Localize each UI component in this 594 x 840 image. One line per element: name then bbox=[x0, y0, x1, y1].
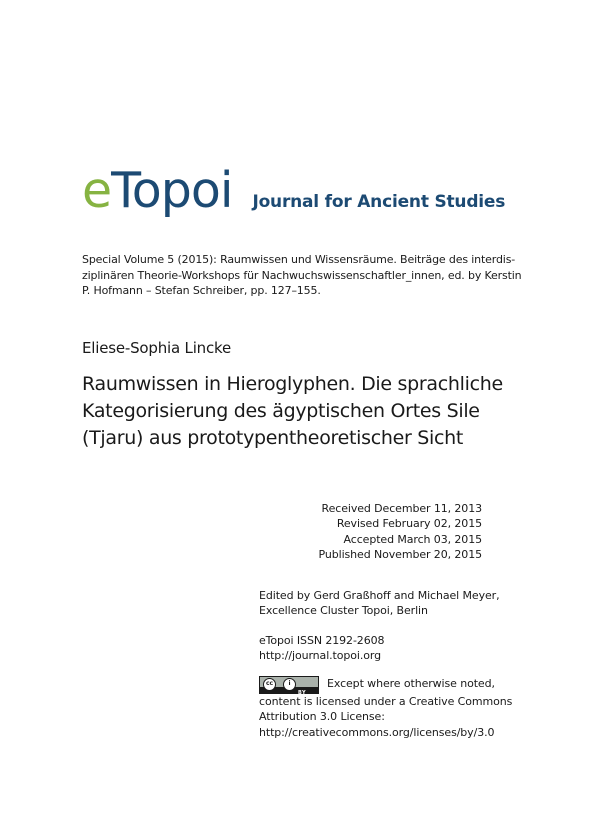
cc-by-badge-icon bbox=[259, 676, 319, 694]
title-line: Kategorisierung des ägyptischen Ortes Sile bbox=[82, 400, 480, 422]
license-line: Except where otherwise noted, bbox=[327, 677, 495, 690]
article-title bbox=[82, 371, 522, 452]
logo-wordmark bbox=[82, 162, 233, 219]
date-published: Published November 20, 2015 bbox=[318, 547, 482, 561]
by-label: BY bbox=[298, 690, 307, 696]
logo-topoi: Topoi bbox=[111, 162, 233, 219]
journal-logo bbox=[82, 162, 506, 219]
license-line: Attribution 3.0 License: bbox=[259, 710, 385, 724]
journal-tagline: Journal for Ancient Studies bbox=[252, 192, 506, 212]
license-url: http://creativecommons.org/licenses/by/3.0 bbox=[259, 725, 495, 739]
person-icon: i bbox=[283, 678, 296, 691]
license-info bbox=[259, 676, 512, 740]
issn-line: eTopoi ISSN 2192-2608 bbox=[259, 634, 385, 647]
series-line: Special Volume 5 (2015): Raumwissen und Wissensräume. Beiträge des interdis- bbox=[82, 253, 516, 266]
license-line: content is licensed under a Creative Commons bbox=[259, 695, 513, 708]
title-line: (Tjaru) aus prototypentheoretischer Sicht bbox=[82, 427, 464, 449]
publication-dates bbox=[319, 501, 482, 562]
logo-e: e bbox=[82, 162, 112, 219]
editors-info bbox=[259, 588, 499, 619]
date-revised: Revised February 02, 2015 bbox=[336, 517, 482, 531]
title-line: Raumwissen in Hieroglyphen. Die sprachliche bbox=[82, 373, 503, 395]
author-name: Eliese-Sophia Lincke bbox=[82, 339, 232, 357]
journal-url: http://journal.topoi.org bbox=[259, 649, 382, 663]
date-received: Received December 11, 2013 bbox=[321, 502, 482, 515]
editors-line: Excellence Cluster Topoi, Berlin bbox=[259, 604, 428, 618]
issn-info bbox=[259, 633, 384, 664]
license-first-line bbox=[259, 676, 512, 694]
series-line: ziplinären Theorie-Workshops für Nachwuchswissenschaftler_innen, ed. by Kerstin bbox=[82, 268, 522, 282]
series-info bbox=[82, 252, 522, 299]
editors-line: Edited by Gerd Graßhoff and Michael Meyer, bbox=[259, 589, 500, 602]
date-accepted: Accepted March 03, 2015 bbox=[343, 532, 482, 546]
cc-circle-icon: cc bbox=[263, 678, 276, 691]
series-line: P. Hofmann – Stefan Schreiber, pp. 127–155. bbox=[82, 284, 321, 297]
